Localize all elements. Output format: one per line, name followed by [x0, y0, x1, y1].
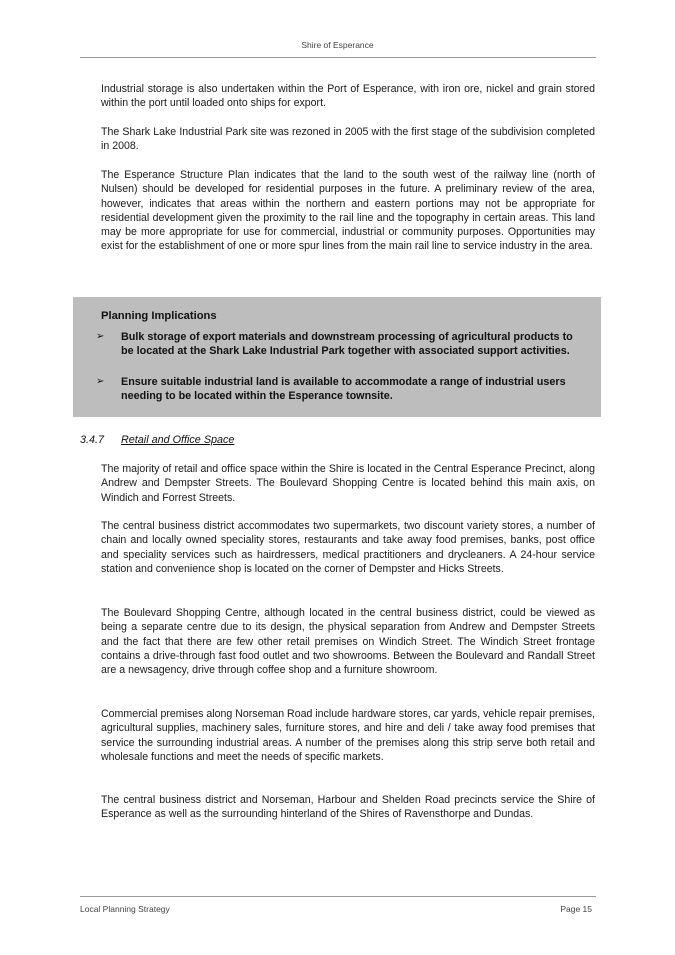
paragraph-retail-location: The majority of retail and office space within the Shire is located in the Central Esperance Precinct, along Andrew and Dempster Streets. The Boulevard Shopping Centre is located behind this main axis, on Windich and Forrest Streets. — [101, 463, 595, 504]
arrow-bullet-icon: ➢ — [96, 376, 105, 387]
section-heading — [80, 434, 234, 446]
header-title: Shire of Esperance — [301, 40, 374, 50]
footer-rule — [80, 896, 596, 897]
paragraph-norseman-road: Commercial premises along Norseman Road include hardware stores, car yards, vehicle repair premises, agricultural supplies, machinery sales, furniture stores, and hire and deli / take away food premises that service the surrounding industrial areas. A number of the premises along this strip serve both retail and wholesale functions and meet the needs of specific markets. — [101, 708, 595, 763]
paragraph-boulevard-centre: The Boulevard Shopping Centre, although located in the central business district, could be viewed as being a separate centre due to its design, the physical separation from Andrew and Dempster Streets and the fact that there are few other retail premises on Windich Street. The Windich Street frontage contains a drive-through fast food outlet and two showrooms. Between the Boulevard and Randall Street are a newsagency, drive through coffee shop and a furniture showroom. — [101, 607, 595, 677]
header-rule — [80, 57, 596, 58]
section-number: 3.4.7 — [80, 434, 105, 446]
section-title: Retail and Office Space — [121, 434, 235, 446]
paragraph-precincts: The central business district and Norseman, Harbour and Shelden Road precincts service the Shire of Esperance as well as the surrounding hinterland of the Shires of Ravensthorpe and Dundas. — [101, 794, 595, 821]
planning-implications-title: Planning Implications — [101, 310, 217, 322]
arrow-bullet-icon: ➢ — [96, 331, 105, 342]
planning-bullet-text: Ensure suitable industrial land is available to accommodate a range of industrial users needing to be located within the Esperance townsite. — [121, 376, 566, 403]
planning-bullet — [96, 330, 576, 359]
paragraph-shark-lake: The Shark Lake Industrial Park site was rezoned in 2005 with the first stage of the subdivision completed in 2008. — [101, 126, 595, 153]
planning-implications-box — [73, 297, 601, 417]
paragraph-structure-plan: The Esperance Structure Plan indicates that the land to the south west of the railway line (north of Nulsen) should be developed for residential purposes in the future. A preliminary review of the area, however, indicates that areas within the northern and eastern portions may not be appropriate for residential development given the proximity to the rail line and the topography in certain areas. This land may be more appropriate for use for commercial, industrial or community purposes. Opportunities may exist for the establishment of one or more spur lines from the main rail line to service industry in the area. — [101, 169, 595, 253]
planning-bullet-text: Bulk storage of export materials and downstream processing of agricultural products to be located at the Shark Lake Industrial Park together with associated support activities. — [121, 331, 573, 358]
paragraph-industrial-storage: Industrial storage is also undertaken within the Port of Esperance, with iron ore, nickel and grain stored within the port until loaded onto ships for export. — [101, 83, 595, 110]
paragraph-cbd-services: The central business district accommodates two supermarkets, two discount variety stores, a number of chain and locally owned speciality stores, restaurants and take away food premises, banks, post office and speciality services such as hairdressers, medical practitioners and drycleaners. A 24-hour service station and convenience shop is located on the corner of Dempster and Hicks Streets. — [101, 520, 595, 575]
footer-document-title: Local Planning Strategy — [80, 904, 170, 914]
footer-page-number: Page 15 — [560, 904, 592, 914]
planning-bullet — [96, 375, 576, 404]
